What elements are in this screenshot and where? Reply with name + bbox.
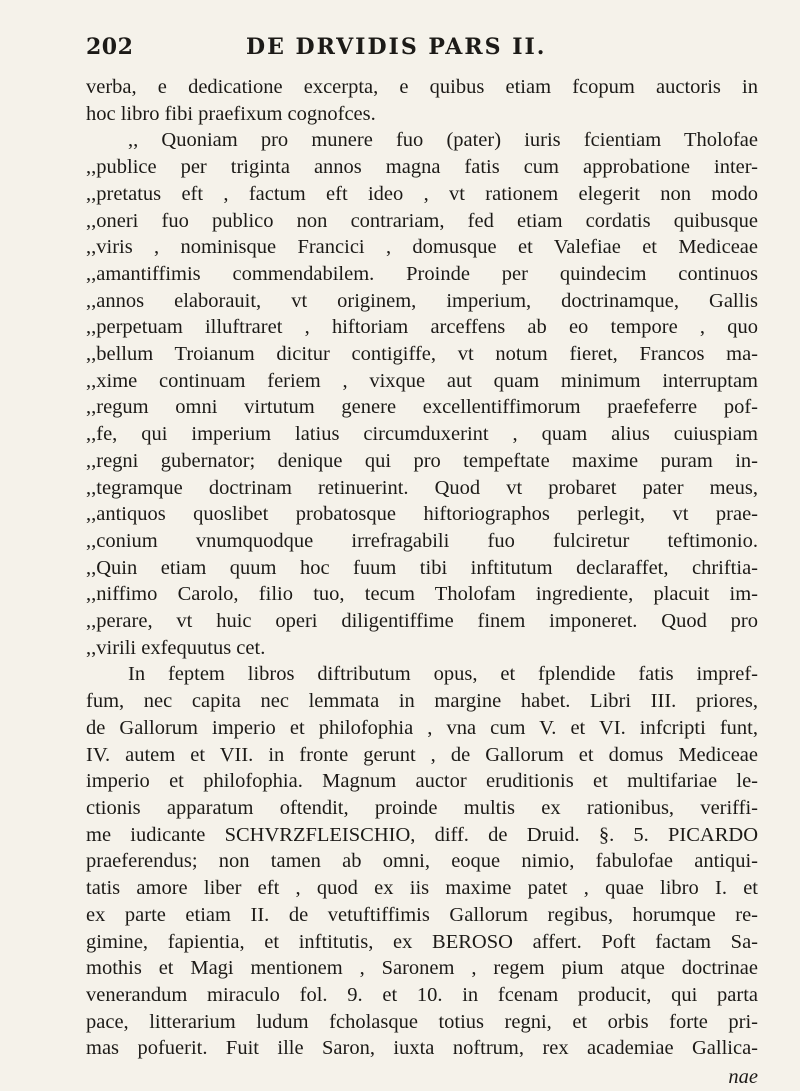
text-line: ,, Quoniam pro munere fuo (pater) iuris fcientiam Tholofae [128, 129, 758, 152]
text-line: ,,virili exfequutus cet. [86, 636, 266, 659]
text-line: de Gallorum imperio et philofophia , vna cum V. et VI. infcripti funt, [86, 716, 758, 739]
text-line: verba, e dedicatione excerpta, e quibus etiam fcopum auctoris in [86, 76, 758, 98]
text-line: mothis et Magi mentionem , Saronem , regem pium atque doctrinae [86, 957, 758, 980]
text-line: ,,annos elaborauit, vt originem, imperium, doctrinamque, Gallis [86, 289, 758, 312]
text-line: In feptem libros diftributum opus, et fplendide fatis impref- [128, 663, 758, 686]
text-line: ,,niffimo Carolo, filio tuo, tecum Tholofam ingrediente, placuit im- [86, 583, 758, 606]
text-line: tatis amore liber eft , quod ex iis maxime patet , quae libro I. et [86, 877, 758, 900]
text-line: ,,conium vnumquodque irrefragabili fuo fulciretur teftimonio. [86, 529, 758, 552]
text-line: IV. autem et VII. in fronte gerunt , de Gallorum et domus Mediceae [86, 743, 758, 766]
text-line: ex parte etiam II. de vetuftiffimis Gallorum regibus, horumque re- [86, 903, 758, 926]
text-line: ,,Quin etiam quum hoc fuum tibi inftitutum declaraffet, chriftia- [86, 556, 758, 579]
text-line: mas pofuerit. Fuit ille Saron, iuxta noftrum, rex academiae Gallica- [86, 1037, 758, 1060]
page-header [86, 34, 758, 74]
text-line: ,,regni gubernator; denique qui pro tempeftate maxime puram in- [86, 449, 758, 472]
text-line: ,,pretatus eft , factum eft ideo , vt rationem elegerit non modo [86, 182, 758, 205]
text-line: praeferendus; non tamen ab omni, eoque nimio, fabulofae antiqui- [86, 850, 758, 873]
catchword: nae [728, 1066, 758, 1089]
text-line: ,,publice per triginta annos magna fatis cum approbatione inter- [86, 156, 758, 179]
text-line: ,,bellum Troianum dicitur contigiffe, vt notum fieret, Francos ma- [86, 343, 758, 366]
text-line: ,,perare, vt huic operi diligentiffime finem imponeret. Quod pro [86, 610, 758, 633]
text-line: hoc libro fibi praefixum cognofces. [86, 102, 376, 125]
text-line: ,,antiquos quoslibet probatosque hiftoriographos perlegit, vt prae- [86, 503, 758, 526]
text-line: venerandum miraculo fol. 9. et 10. in fcenam producit, qui parta [86, 983, 758, 1006]
text-line: gimine, fapientia, et inftitutis, ex BEROSO affert. Poft factam Sa- [86, 930, 758, 953]
text-line: pace, litterarium ludum fcholasque totius regni, et orbis forte pri- [86, 1010, 758, 1033]
text-line: ,,oneri fuo publico non contrariam, fed etiam cordatis quibusque [86, 209, 758, 232]
text-line: ,,viris , nominisque Francici , domusque et Valefiae et Mediceae [86, 236, 758, 259]
running-title: DE DRVIDIS PARS II. [246, 34, 547, 60]
text-line: ,,tegramque doctrinam retinuerint. Quod vt probaret pater meus, [86, 476, 758, 499]
text-line: ,,perpetuam illuftraret , hiftoriam arceffens ab eo tempore , quo [86, 316, 758, 339]
body-text [86, 74, 758, 1091]
text-line: ,,xime continuam feriem , vixque aut quam minimum interruptam [86, 369, 758, 392]
text-line: ctionis apparatum oftendit, proinde multis ex rationibus, veriffi- [86, 796, 758, 819]
text-line: ,,fe, qui imperium latius circumduxerint , quam alius cuiuspiam [86, 423, 758, 446]
text-line: fum, nec capita nec lemmata in margine habet. Libri III. priores, [86, 690, 758, 713]
text-line: ,,regum omni virtutum genere excellentiffimorum praefeferre pof- [86, 396, 758, 419]
page-number: 202 [86, 34, 134, 60]
text-line: imperio et philofophia. Magnum auctor eruditionis et multifariae le- [86, 770, 758, 793]
text-line: me iudicante SCHVRZFLEISCHIO, diff. de Druid. §. 5. PICARDO [86, 823, 758, 846]
text-line: ,,amantiffimis commendabilem. Proinde per quindecim continuos [86, 262, 758, 285]
